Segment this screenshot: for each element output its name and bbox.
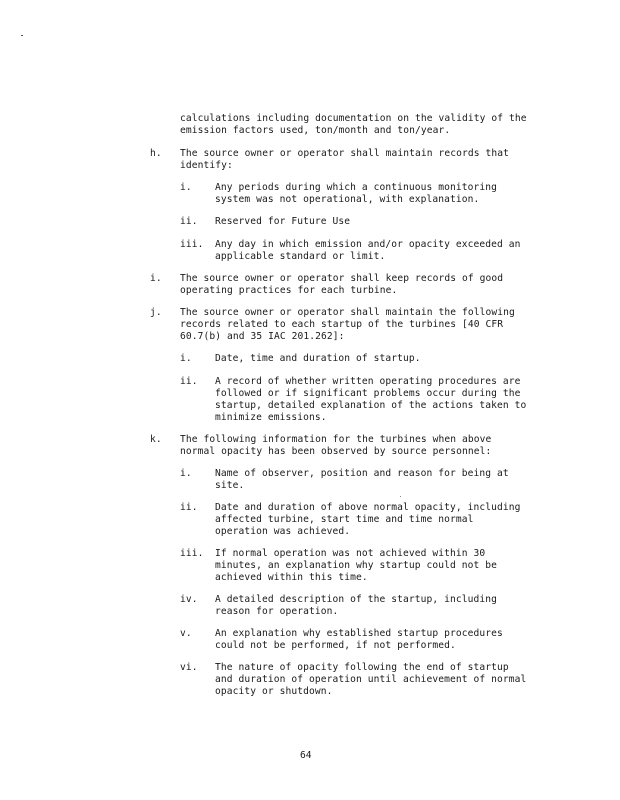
subitem-marker: vi.: [180, 662, 198, 673]
body-line: The source owner or operator shall maintain records that: [180, 148, 510, 159]
body-line: operating practices for each turbine.: [180, 285, 398, 296]
body-line: The following information for the turbines when above: [180, 434, 492, 445]
body-line: applicable standard or limit.: [215, 251, 386, 262]
body-line: Name of observer, position and reason for being at: [215, 468, 509, 479]
subitem-marker: ii.: [180, 376, 198, 387]
body-line: emission factors used, ton/month and ton/year.: [180, 125, 451, 136]
body-line: followed or if significant problems occur during the: [215, 388, 521, 399]
subitem-marker: i.: [180, 468, 192, 479]
subitem-marker: v.: [180, 628, 192, 639]
subitem-marker: ii.: [180, 502, 198, 513]
body-line: Date, time and duration of startup.: [215, 353, 421, 364]
body-line: The nature of opacity following the end of startup: [215, 662, 509, 673]
scan-speck: [21, 35, 23, 36]
body-line: achieved within this time.: [215, 572, 368, 583]
page-number: 64: [300, 750, 312, 761]
body-line: site.: [215, 480, 245, 491]
body-line: normal opacity has been observed by source personnel:: [180, 446, 492, 457]
body-line: Reserved for Future Use: [215, 216, 351, 227]
body-line: A detailed description of the startup, including: [215, 594, 498, 605]
body-line: identify:: [180, 160, 233, 171]
subitem-marker: iv.: [180, 594, 198, 605]
item-marker: h.: [150, 148, 162, 159]
subitem-marker: i.: [180, 353, 192, 364]
body-line: startup, detailed explanation of the actions taken to: [215, 400, 527, 411]
subitem-marker: i.: [180, 182, 192, 193]
body-line: If normal operation was not achieved within 30: [215, 548, 486, 559]
body-line: A record of whether written operating procedures are: [215, 376, 521, 387]
item-marker: i.: [150, 273, 162, 284]
body-line: An explanation why established startup procedures: [215, 628, 503, 639]
subitem-marker: iii.: [180, 548, 204, 559]
scan-speck: [400, 496, 401, 497]
body-line: Any periods during which a continuous monitoring: [215, 182, 498, 193]
body-line: system was not operational, with explanation.: [215, 194, 480, 205]
subitem-marker: ii.: [180, 216, 198, 227]
body-line: minimize emissions.: [215, 412, 327, 423]
body-line: minutes, an explanation why startup could not be: [215, 560, 498, 571]
body-line: records related to each startup of the turbines [40 CFR: [180, 319, 504, 330]
body-line: Date and duration of above normal opacity, including: [215, 502, 521, 513]
item-marker: j.: [150, 307, 162, 318]
body-line: The source owner or operator shall keep records of good: [180, 273, 504, 284]
body-line: could not be performed, if not performed.: [215, 640, 456, 651]
body-line: affected turbine, start time and time normal: [215, 514, 474, 525]
subitem-marker: iii.: [180, 239, 204, 250]
body-line: reason for operation.: [215, 606, 339, 617]
body-line: opacity or shutdown.: [215, 686, 333, 697]
body-line: Any day in which emission and/or opacity exceeded an: [215, 239, 521, 250]
body-line: 60.7(b) and 35 IAC 201.262]:: [180, 331, 345, 342]
item-marker: k.: [150, 434, 162, 445]
body-line: and duration of operation until achievement of normal: [215, 674, 527, 685]
body-line: calculations including documentation on the validity of the: [180, 113, 527, 124]
body-line: operation was achieved.: [215, 526, 351, 537]
body-line: The source owner or operator shall maintain the following: [180, 307, 515, 318]
